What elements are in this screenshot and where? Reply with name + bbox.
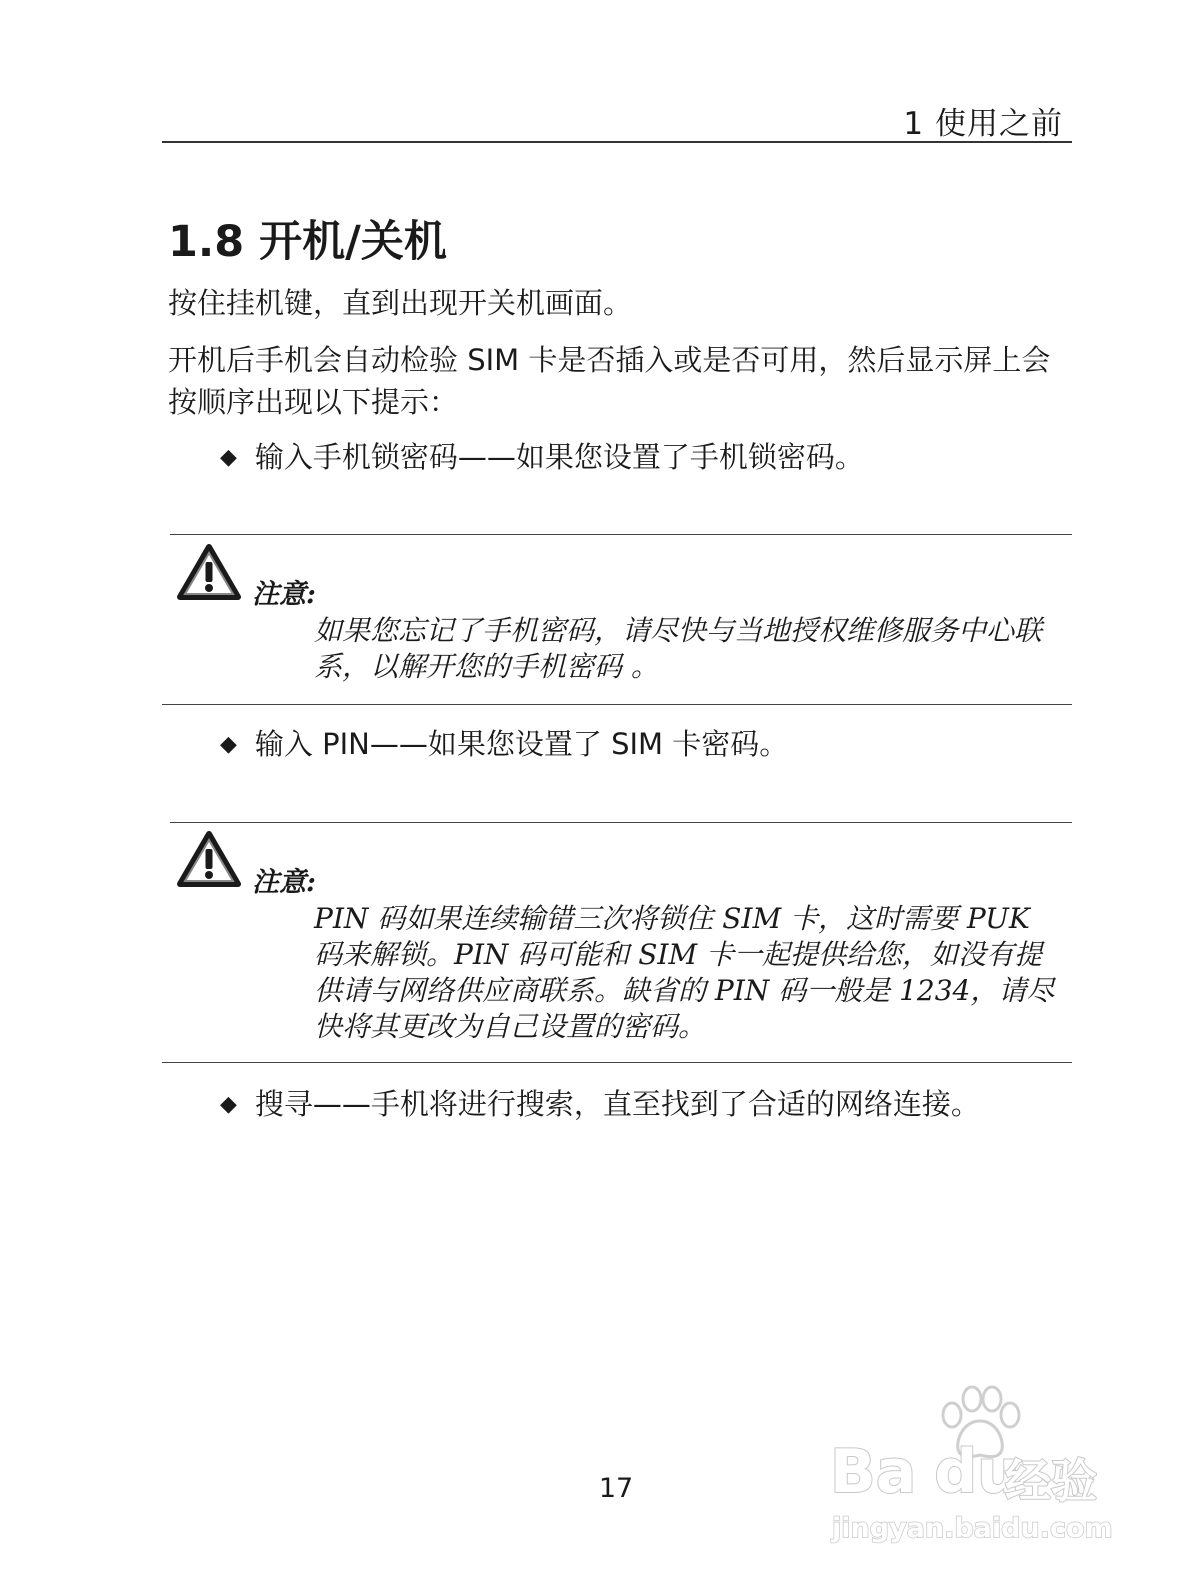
paragraph-2: 开机后手机会自动检验 SIM 卡是否插入或是否可用，然后显示屏上会按顺序出现以下提示： [168, 343, 1051, 419]
page-number: 17 [598, 1473, 634, 1504]
watermark-product: 经验 [1005, 1454, 1097, 1508]
note-label: 注意: [252, 867, 316, 898]
warning-triangle-icon [177, 543, 241, 601]
diamond-bullet-icon: ◆ [220, 1092, 237, 1117]
bullet-text: 输入手机锁密码——如果您设置了手机锁密码。 [254, 440, 864, 474]
bullet-text: 输入 PIN——如果您设置了 SIM 卡密码。 [254, 727, 789, 761]
note-body: PIN 码如果连续输错三次将锁住 SIM 卡，这时需要 PUK 码来解锁。PIN 码可能和 SIM 卡一起提供给您，如没有提供请与网络供应商联系。缺省的 PIN 码一般是 1234，请尽快将其更改为自己设置的密码。 [314, 902, 1055, 1043]
note-label: 注意: [252, 579, 316, 610]
note-bottom-divider [162, 1062, 1072, 1063]
note-top-divider [170, 822, 1072, 823]
note-body: 如果您忘记了手机密码，请尽快与当地授权维修服务中心联系，以解开您的手机密码 。 [314, 614, 1043, 683]
watermark-brand-a: Ba [830, 1437, 917, 1507]
watermark-url: jingyan.baidu.com [832, 1513, 1113, 1544]
watermark [830, 1385, 1120, 1555]
header-divider [162, 141, 1072, 143]
diamond-bullet-icon: ◆ [220, 732, 237, 757]
bullet-item [220, 1084, 980, 1128]
note-bottom-divider [162, 704, 1072, 705]
diamond-bullet-icon: ◆ [220, 445, 237, 470]
watermark-brand-b: du [934, 1437, 1020, 1507]
bullet-text: 搜寻——手机将进行搜索，直至找到了合适的网络连接。 [254, 1087, 980, 1121]
section-title: 1.8 开机/关机 [168, 217, 447, 267]
bullet-item [220, 437, 864, 481]
bullet-item [220, 724, 788, 768]
paragraph-1: 按住挂机键，直到出现开关机画面。 [168, 286, 633, 320]
note-top-divider [170, 534, 1072, 535]
warning-triangle-icon [177, 830, 241, 888]
chapter-header: 1 使用之前 [903, 106, 1063, 142]
